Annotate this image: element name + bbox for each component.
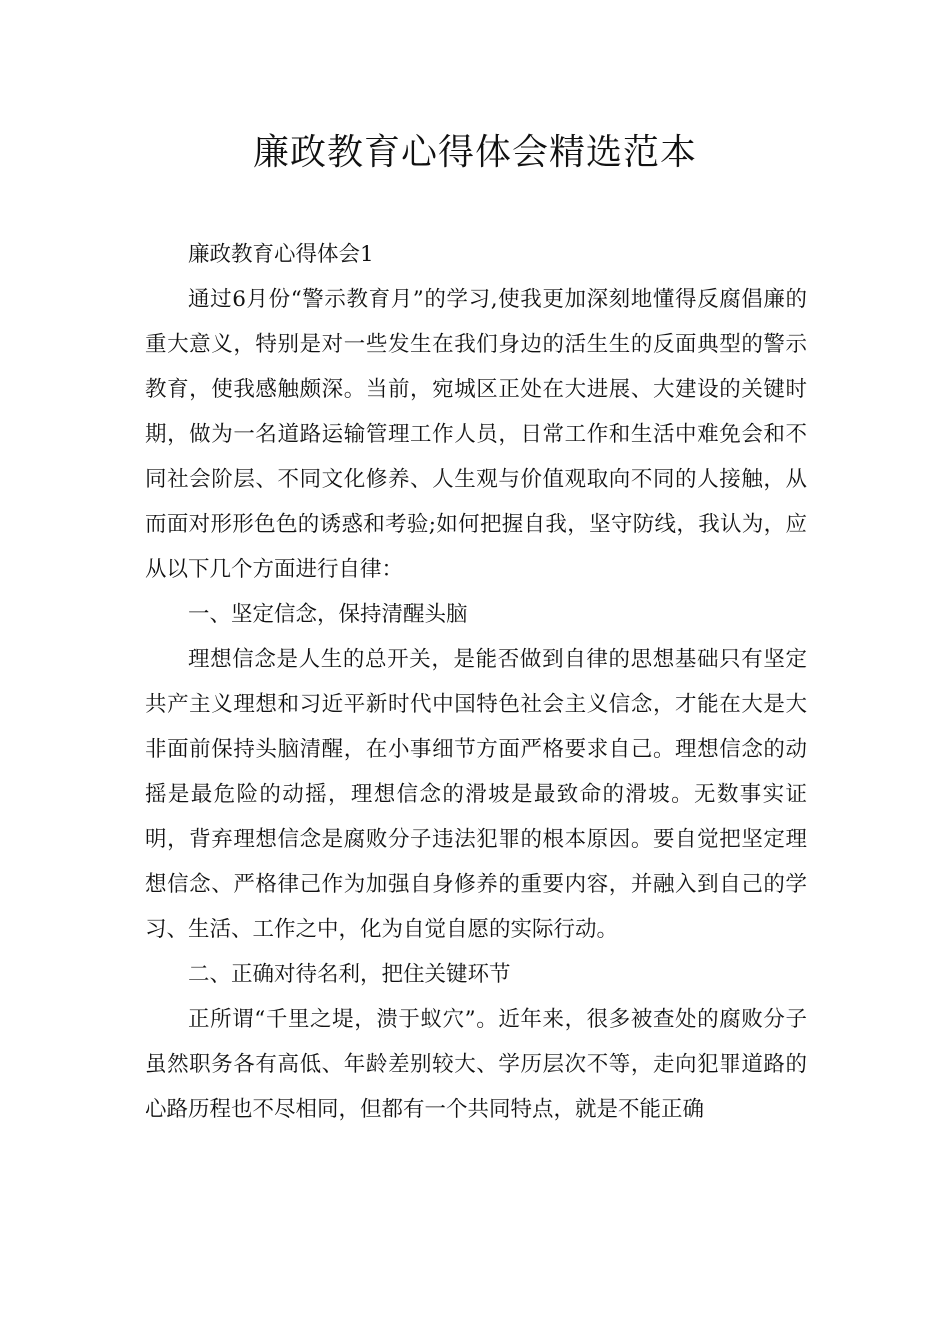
body-paragraph: 正所谓“千里之堤，溃于蚁穴”。近年来，很多被查处的腐败分子虽然职务各有高低、年龄差别较大、学历层次不等，走向犯罪道路的心路历程也不尽相同，但都有一个共同特点，就是不能正确 [145, 1007, 807, 1122]
section-heading: 一、坚定信念，保持清醒头脑 [188, 602, 468, 627]
body-paragraph: 理想信念是人生的总开关，是能否做到自律的思想基础只有坚定共产主义理想和习近平新时代中国特色社会主义信念，才能在大是大非面前保持头脑清醒，在小事细节方面严格要求自己。理想信念的动摇是最危险的动摇，理想信念的滑坡是最致命的滑坡。无数事实证明，背弃理想信念是腐败分子违法犯罪的根本原因。要自觉把坚定理想信念、严格律己作为加强自身修养的重要内容，并融入到自己的学习、生活、工作之中，化为自觉自愿的实际行动。 [145, 647, 807, 942]
body-paragraph: 通过6月份“警示教育月”的学习,使我更加深刻地懂得反腐倡廉的重大意义，特别是对一些发生在我们身边的活生生的反面典型的警示教育，使我感触颇深。当前，宛城区正处在大进展、大建设的关键时期，做为一名道路运输管理工作人员，日常工作和生活中难免会和不同社会阶层、不同文化修养、人生观与价值观取向不同的人接触，从而面对形形色色的诱惑和考验;如何把握自我，坚守防线，我认为，应从以下几个方面进行自律： [145, 287, 807, 582]
section-heading: 二、正确对待名利，把住关键环节 [188, 962, 511, 987]
document-title: 廉政教育心得体会精选范本 [252, 132, 697, 173]
section-heading: 廉政教育心得体会1 [188, 242, 374, 267]
document-body [145, 232, 807, 1132]
